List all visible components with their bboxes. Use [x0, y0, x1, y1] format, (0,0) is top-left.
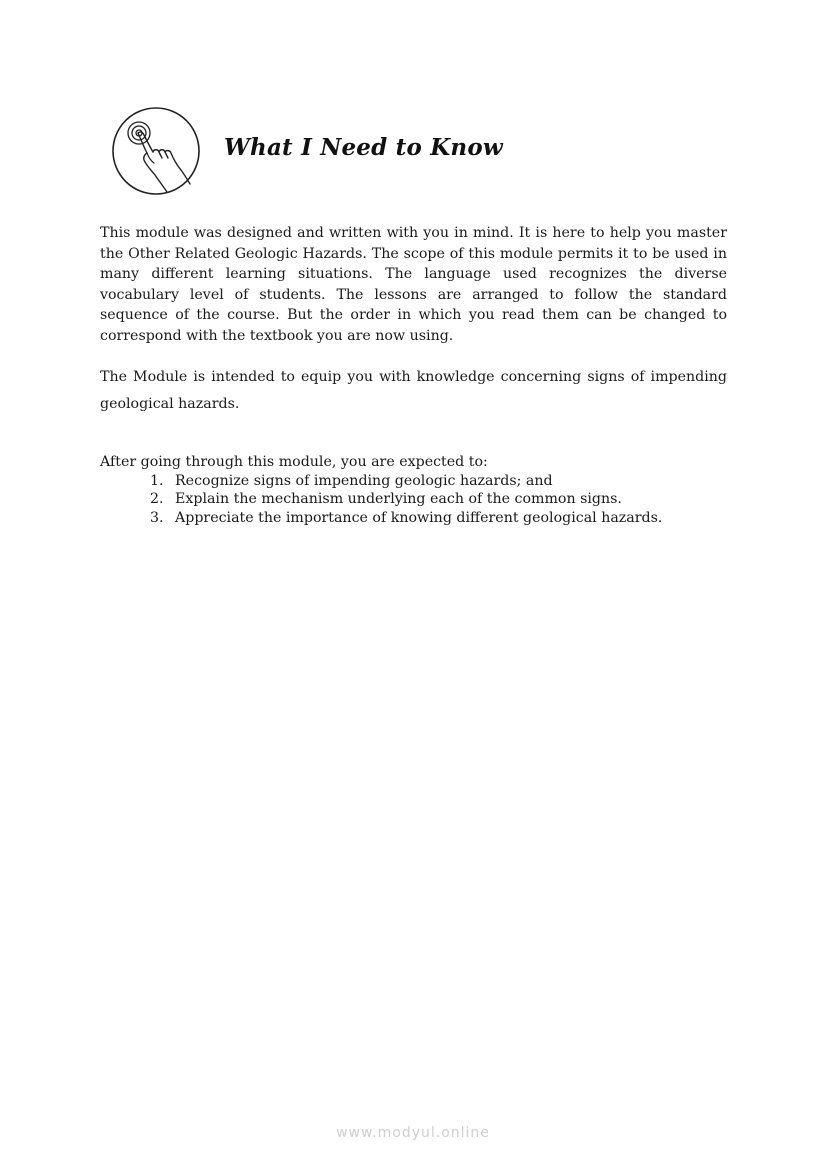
touch-hand-icon [111, 106, 201, 196]
section-title: What I Need to Know [224, 134, 503, 161]
list-item-number: 1. [150, 472, 164, 489]
objectives-intro: After going through this module, you are expected to: [100, 453, 488, 470]
purpose-paragraph: The Module is intended to equip you with knowledge concerning signs of impending geological hazards. [100, 368, 727, 412]
list-item [100, 490, 727, 509]
list-item-number: 2. [150, 491, 164, 508]
list-item [100, 509, 727, 528]
section-header [111, 106, 611, 196]
list-item-text: Explain the mechanism underlying each of the common signs. [175, 491, 622, 508]
list-item-text: Appreciate the importance of knowing different geological hazards. [175, 509, 663, 526]
module-content [100, 223, 727, 527]
watermark: www.modyul.online [336, 1125, 490, 1141]
list-item-text: Recognize signs of impending geologic hazards; and [175, 472, 553, 489]
intro-paragraph: This module was designed and written with you in mind. It is here to help you master the Other Related Geologic Hazards. The scope of this module permits it to be used in many different learning situations. The language used recognizes the diverse vocabulary level of students. The lessons are arranged to follow the standard sequence of the course. But the order in which you read them can be changed to correspond with the textbook you are now using. [100, 225, 727, 344]
objectives-list [100, 472, 727, 528]
list-item-number: 3. [150, 509, 164, 526]
list-item [100, 472, 727, 491]
